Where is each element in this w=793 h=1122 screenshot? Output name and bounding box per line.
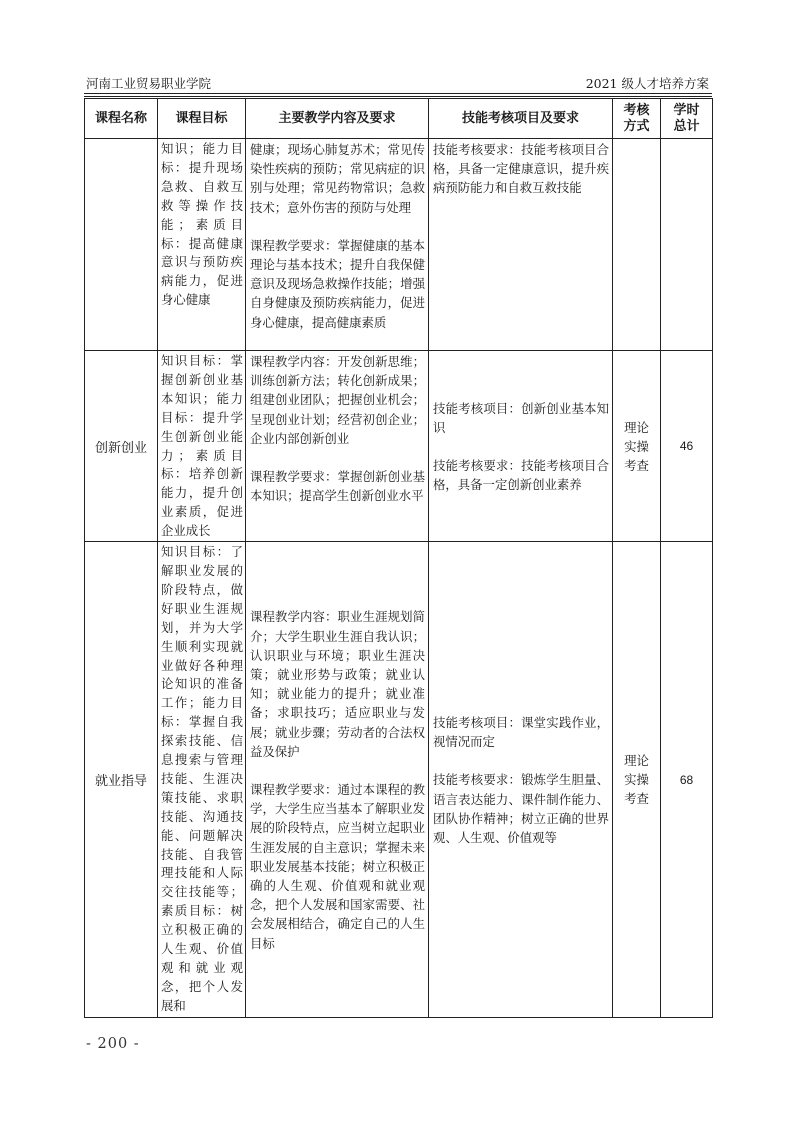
content-paragraph: 课程教学要求：通过本课程的教学，大学生应当基本了解职业发展的阶段特点，应当树立起职业生涯发展的自主意识；掌握未来职业发展基本技能；树立积极正确的人生观、价值观和就业观念，把个人发展和国家需要、社会发展相结合，确定自己的人生目标 — [250, 781, 425, 951]
method-cell — [613, 139, 661, 351]
skill-paragraph: 技能考核要求：技能考核项目合格，具备一定健康意识，提升疾病预防能力和自救互救技能 — [433, 142, 609, 196]
col-header-course-name: 课程名称 — [85, 99, 158, 139]
header-rule-thin — [84, 96, 712, 97]
col-header-content: 主要教学内容及要求 — [246, 99, 429, 139]
content-paragraph: 课程教学要求：掌握健康的基本理论与基本技术；提升自我保健意识及现场急救操作技能；增强自身健康及预防疾病能力，促进身心健康，提高健康素质 — [250, 237, 425, 330]
course-name-cell: 就业指导 — [85, 542, 158, 1018]
course-name-cell: 创新创业 — [85, 351, 158, 542]
skill-cell — [429, 139, 613, 351]
hours-cell: 46 — [661, 351, 713, 542]
skill-cell — [429, 351, 613, 542]
skill-paragraph: 技能考核要求：锻炼学生胆量、语言表达能力、课件制作能力、团队协作精神；树立正确的世界观、人生观、价值观等 — [433, 772, 609, 845]
content-paragraph: 课程教学要求：掌握创新创业基本知识；提高学生创新创业水平 — [250, 469, 425, 504]
content-paragraph: 健康；现场心肺复苏术；常见传染性疾病的预防；常见病症的识别与处理；常见药物常识；急救技术；意外伤害的预防与处理 — [250, 142, 425, 215]
table-header-row — [85, 99, 713, 139]
skill-paragraph: 技能考核项目：创新创业基本知识 — [433, 400, 609, 435]
col-header-hours: 学时总计 — [661, 99, 713, 139]
skill-cell — [429, 542, 613, 1018]
method-cell: 理论实操考查 — [613, 542, 661, 1018]
content-cell — [246, 351, 429, 542]
plan-title: 2021 级人才培养方案 — [585, 76, 709, 91]
content-paragraph: 课程教学内容：开发创新思维；训练创新方法；转化创新成果；组建创业团队；把握创业机会；呈现创业计划；经营初创企业；企业内部创新创业 — [250, 354, 425, 446]
course-goal-text: 知识目标：掌握创新创业基本知识；能力目标：提升学生创新创业能力；素质目标：培养创新能力，提升创业素质，促进企业成长 — [161, 353, 243, 539]
course-goal-cell — [158, 542, 246, 1018]
course-goal-text: 知识目标：了解职业发展的阶段特点，做好职业生涯规划，并为大学生顺利实现就业做好各种理论知识的准备工作；能力目标：掌握自我探索技能、信息搜索与管理技能、生涯决策技能、求职技能、沟通技能、问题解决技能、自我管理技能和人际交往技能等；素质目标：树立积极正确的人生观、价值观和就业观念，把个人发展和 — [161, 544, 243, 1013]
table-row — [85, 351, 713, 542]
col-header-course-goal: 课程目标 — [158, 99, 246, 139]
skill-paragraph: 技能考核项目：课堂实践作业，视情况而定 — [433, 714, 609, 750]
hours-cell — [661, 139, 713, 351]
page-header — [84, 74, 711, 92]
course-name-cell — [85, 139, 158, 351]
course-goal-text: 知识；能力目标：提升现场急救、自救互救等操作技能；素质目标：提高健康意识与预防疾病能力，促进身心健康 — [161, 141, 243, 308]
col-header-skill: 技能考核项目及要求 — [429, 99, 613, 139]
course-goal-cell — [158, 139, 246, 351]
hours-cell: 68 — [661, 542, 713, 1018]
table-row — [85, 139, 713, 351]
method-cell: 理论实操考查 — [613, 351, 661, 542]
page-number: - 200 - — [86, 1036, 140, 1052]
content-paragraph: 课程教学内容：职业生涯规划简介；大学生职业生涯自我认识；认识职业与环境；职业生涯决策；就业形势与政策；就业认知；就业能力的提升；就业准备；求职技巧；适应职业与发展；就业步骤；劳动者的合法权益及保护 — [250, 609, 425, 759]
school-name: 河南工业贸易职业学院 — [86, 76, 212, 91]
header-rule — [84, 93, 712, 94]
content-cell — [246, 139, 429, 351]
content-cell — [246, 542, 429, 1018]
table-row — [85, 542, 713, 1018]
curriculum-table — [84, 98, 713, 1018]
skill-paragraph: 技能考核要求：技能考核项目合格，具备一定创新创业素养 — [433, 458, 609, 493]
course-goal-cell — [158, 351, 246, 542]
col-header-method: 考核方式 — [613, 99, 661, 139]
